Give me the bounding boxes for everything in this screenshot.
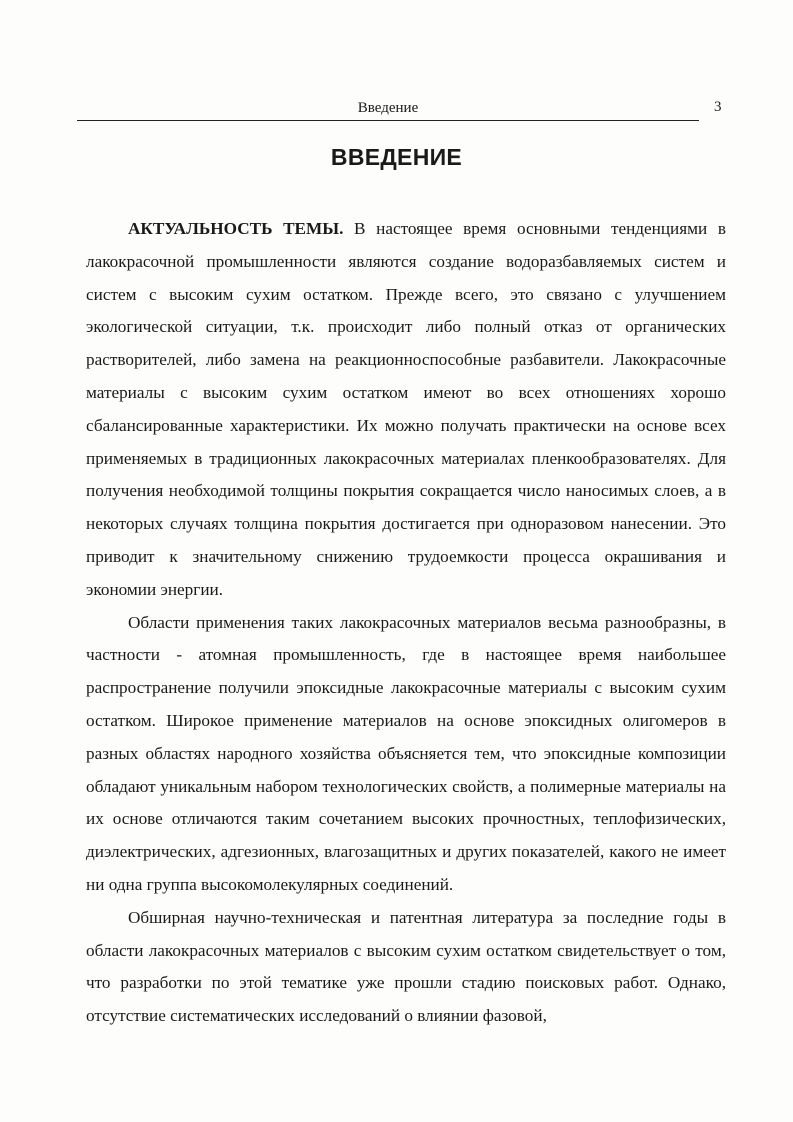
paragraph-text: Области применения таких лакокрасочных материалов весьма разнообразны, в частности - атомная промышленность, где в настоящее время наибольшее распространение получили эпоксидные лакокрасочные материалы с высоким сухим остатком. Широкое применение материалов на основе эпоксидных олигомеров в разных областях народного хозяйства объясняется тем, что эпоксидные композиции обладают уникальным набором технологических свойств, а полимерные материалы на их основе отличаются таким сочетанием высоких прочностных, теплофизических, диэлектрических, адгезионных, влагозащитных и других показателей, какого не имеет ни одна группа высокомолекулярных соединений. (86, 612, 726, 894)
page-number: 3 (714, 99, 722, 115)
paragraph-applications (86, 607, 726, 902)
paragraph-lead: АКТУАЛЬНОСТЬ ТЕМЫ. (128, 219, 344, 238)
running-header-title: Введение (357, 100, 419, 116)
paragraph-relevance (86, 213, 726, 607)
paragraph-literature (86, 902, 726, 1033)
page-title: ВВЕДЕНИЕ (330, 144, 463, 170)
running-header (77, 98, 699, 121)
paragraph-text: Обширная научно-техническая и патентная литература за последние годы в области лакокрасочных материалов с высоким сухим остатком свидетельствует о том, что разработки по этой тематике уже прошли стадию поисковых работ. Однако, отсутствие систематических исследований о влиянии фазовой, (86, 907, 726, 1026)
paragraph-text: В настоящее время основными тенденциями в лакокрасочной промышленности являются создание водоразбавляемых систем и систем с высоким сухим остатком. Прежде всего, это связано с улучшением экологической ситуации, т.к. происходит либо полный отказ от органических растворителей, либо замена на реакционноспособные разбавители. Лакокрасочные материалы с высоким сухим остатком имеют во всех отношениях хорошо сбалансированные характеристики. Их можно получать практически на основе всех применяемых в традиционных лакокрасочных материалах пленкообразователях. Для получения необходимой толщины покрытия сокращается число наносимых слоев, а в некоторых случаях толщина покрытия достигается при одноразовом нанесении. Это приводит к значительному снижению трудоемкости процесса окрашивания и экономии энергии. (86, 219, 726, 599)
body-text (86, 213, 726, 1033)
